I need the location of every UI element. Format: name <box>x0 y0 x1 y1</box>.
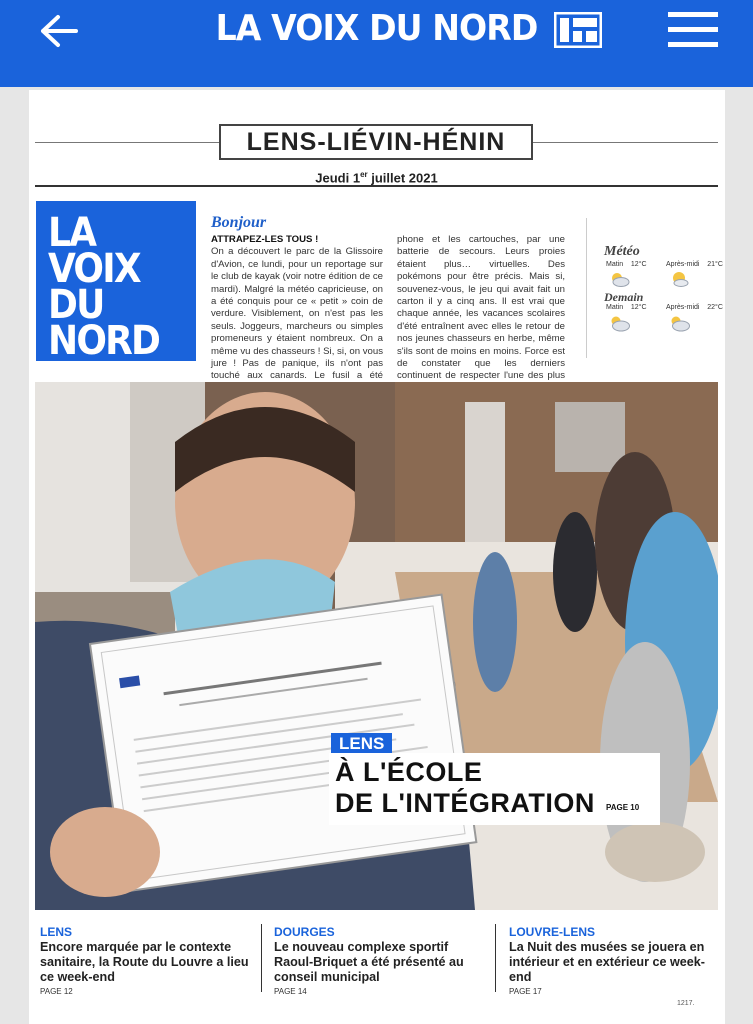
divider <box>261 924 262 992</box>
headline-line-2: DE L'INTÉGRATION <box>335 788 595 818</box>
story-page: PAGE 12 <box>40 987 73 996</box>
issue-date: Jeudi 1er juillet 2021 <box>315 170 438 186</box>
story-kicker: DOURGES <box>274 925 335 939</box>
story-title: La Nuit des musées se jouera en intérieur et en extérieur ce week-end <box>509 940 705 984</box>
story-kicker: LOUVRE-LENS <box>509 925 596 939</box>
cloud-sun-icon <box>667 314 691 332</box>
story-kicker: LENS <box>40 925 73 939</box>
story-page: PAGE 14 <box>274 987 307 996</box>
lead-headline[interactable] <box>329 753 660 825</box>
meteo-tomorrow-title: Demain <box>604 290 644 304</box>
newspaper-logo: LA VOIX DU NORD <box>36 201 196 361</box>
meteo-today-morning: Matin 12°C <box>606 261 647 268</box>
section-title: LENS-LIÉVIN-HÉNIN <box>219 124 533 160</box>
lead-photo[interactable] <box>35 382 718 910</box>
meteo-title: Météo <box>604 244 640 259</box>
cloud-sun-icon <box>607 314 631 332</box>
bonjour-kicker: ATTRAPEZ-LES TOUS ! <box>211 234 319 245</box>
divider <box>586 218 587 358</box>
story-teaser[interactable] <box>40 925 260 996</box>
story-teaser[interactable] <box>509 925 719 996</box>
headline-line-1: À L'ÉCOLE <box>335 757 483 787</box>
bonjour-heading: Bonjour <box>211 214 267 231</box>
hamburger-menu-icon[interactable] <box>668 12 718 48</box>
story-page: PAGE 17 <box>509 987 542 996</box>
story-title: Le nouveau complexe sportif Raoul-Briquet a été présenté au conseil municipal <box>274 940 464 984</box>
meteo-today-afternoon: Après-midi 21°C <box>666 261 723 268</box>
bonjour-column-2: phone et les cartouches, par une batterie de secours. Leurs proies étaient plus… virtuelles. Des pokémons pour être précis. Mais si, souvenez-vous, le jeu qui avait fait un carton il y a cinq ans. Il est vrai que chaque année, les vacances scolaires d'été entraînent avec elles le retour de nos jeunes chasseurs en herbe, même s'ils sont de moins en moins. Force est de constater que les derniers continuent de respecter l'une des plus <box>397 234 565 382</box>
story-teaser[interactable] <box>274 925 489 996</box>
app-header <box>0 0 753 87</box>
bonjour-column-1: ATTRAPEZ-LES TOUS ! On a découvert le parc de la Glissoire d'Avion, ce lundi, pour un reportage sur le club de kayak (voir notre édition de ce mardi). Malgré la météo capricieuse, on a été conquis pour ce « petit » coin de verdure. Visiblement, on n'est pas les seuls. Joggeurs, marcheurs ou simples promeneurs y étaient nombreux. On a même vu des chasseurs ! Si, si, on vous jure ! Pas de panique, ils n'ont pas touché aux canards. Le fusil a été <box>211 234 383 382</box>
brand-title: LA VOIX DU NORD <box>215 8 538 49</box>
meteo-tomorrow-afternoon: Après-midi 22°C <box>666 304 723 311</box>
partly-cloudy-icon <box>607 270 631 288</box>
headline-page-ref: PAGE 10 <box>606 803 640 812</box>
divider <box>495 924 496 992</box>
newspaper-editions-icon[interactable] <box>554 12 602 48</box>
story-title: Encore marquée par le contexte sanitaire, la Route du Louvre a lieu ce week-end <box>40 940 249 984</box>
divider <box>35 185 718 187</box>
sun-cloud-icon <box>667 270 691 288</box>
page-code: 1217. <box>677 1000 695 1007</box>
lead-kicker: LENS <box>331 733 392 755</box>
meteo-tomorrow-morning: Matin 12°C <box>606 304 647 311</box>
